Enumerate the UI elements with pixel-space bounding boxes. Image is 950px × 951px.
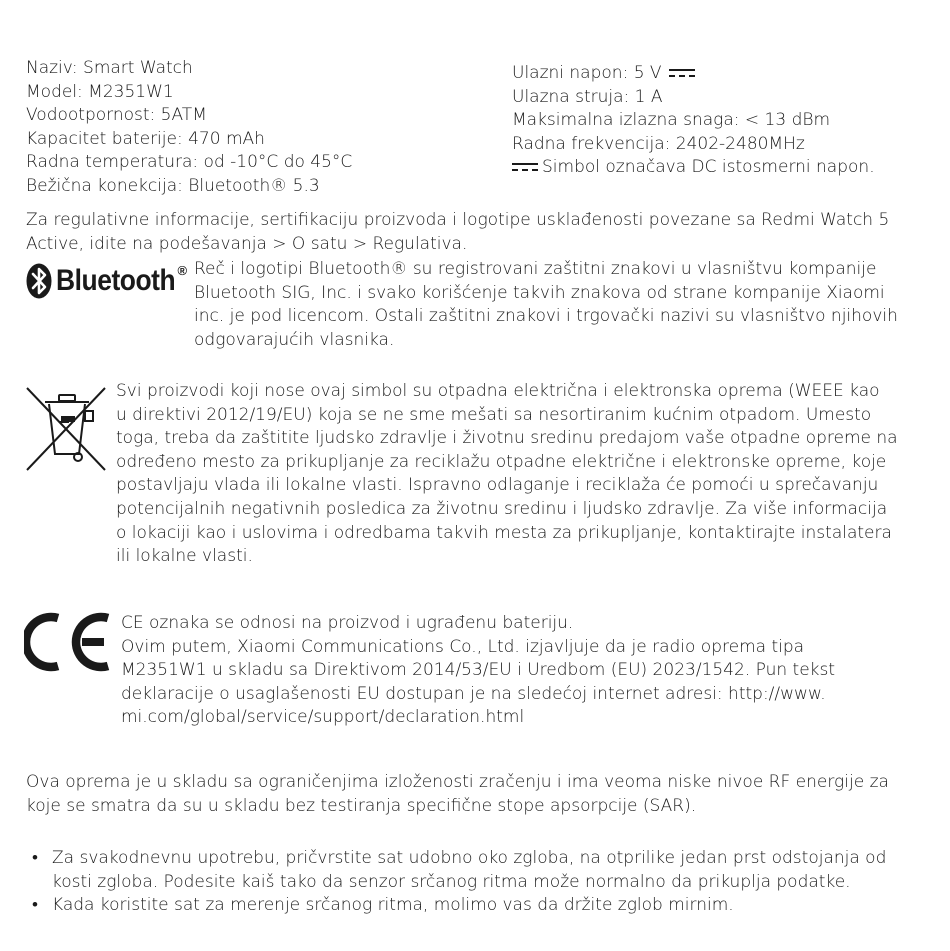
weee-line-3: toga, treba da zaštitite ljudsko zdravlje i životnu sredinu predajom vaše otpadne opreme na bbox=[116, 428, 898, 449]
ce-notice bbox=[121, 612, 835, 730]
bluetooth-line-2: Bluetooth SIG, Inc. i svako korišćenje takvih znakova od strane kompanije Xiaomi bbox=[194, 282, 885, 303]
ce-line-5: mi.com/global/service/support/declaration.html bbox=[121, 707, 525, 728]
spec-wireless: Bežična konekcija: Bluetooth® 5.3 bbox=[26, 175, 320, 196]
dc-symbol-icon bbox=[669, 68, 695, 78]
rf-line-2: koje se smatra da su u skladu bez testiranja specifične stope apsorpcije (SAR). bbox=[26, 795, 697, 816]
weee-line-8: ili lokalne vlasti. bbox=[116, 546, 253, 567]
spec-max-power: Maksimalna izlazna snaga: < 13 dBm bbox=[512, 110, 831, 131]
weee-line-1: Svi proizvodi koji nose ovaj simbol su otpadna električna i elektronska oprema (WEEE kao bbox=[116, 381, 880, 401]
spec-input-voltage: Ulazni napon: 5 V bbox=[512, 63, 662, 83]
bullet-icon: • bbox=[32, 848, 38, 868]
bullet-2-line-1: Kada koristite sat za merenje srčanog ritma, molimo vas da držite zglob mirnim. bbox=[52, 895, 734, 916]
bluetooth-logo-text: Bluetooth bbox=[56, 264, 176, 297]
list-item bbox=[26, 847, 886, 894]
bullet-1-line-2: kosti zgloba. Podesite kaiš tako da senzor srčanog ritma može normalno da prikuplja podatke. bbox=[52, 871, 851, 892]
bluetooth-line-1: Reč i logotipi Bluetooth® su registrovani zaštitni znakovi u vlasništvu kompanije bbox=[194, 259, 877, 279]
usage-bullets bbox=[26, 847, 886, 918]
bluetooth-line-3: inc. je pod licencom. Ostali zaštitni znakovi i trgovački nazivi su vlasništvo njihovih bbox=[194, 306, 898, 327]
specs-left bbox=[26, 57, 352, 199]
ce-line-1: CE oznaka se odnosi na proizvod i ugrađenu bateriju. bbox=[121, 613, 574, 633]
dc-note-text: Simbol označava DC istosmerni napon. bbox=[542, 157, 875, 178]
dc-symbol-icon bbox=[512, 162, 538, 172]
weee-line-2: u direktivi 2012/19/EU) koja se ne sme mešati sa nesortiranim kućnim otpadom. Umesto bbox=[116, 404, 872, 425]
regulatory-info bbox=[26, 209, 889, 256]
bluetooth-logo bbox=[26, 262, 187, 300]
spec-input-current: Ulazna struja: 1 A bbox=[512, 86, 663, 107]
spec-battery: Kapacitet baterije: 470 mAh bbox=[26, 128, 265, 149]
regulatory-line-2: Active, idite na podešavanja > O satu > Regulativa. bbox=[26, 233, 468, 254]
ce-line-2: Ovim putem, Xiaomi Communications Co., Ltd. izjavljuje da je radio oprema tipa bbox=[121, 636, 805, 657]
list-item bbox=[26, 894, 886, 918]
ce-line-4: deklaracije o usaglašenosti EU dostupan je na sledećoj internet adresi: http://www. bbox=[121, 683, 826, 704]
weee-line-7: o lokaciji kao i uslovima i odredbama takvih mesta za prikupljanje, kontaktirajte instalatera bbox=[116, 522, 892, 543]
spec-model: Model: M2351W1 bbox=[26, 81, 174, 102]
spec-temperature: Radna temperatura: od -10°C do 45°C bbox=[26, 152, 353, 173]
weee-line-6: potencijalnih negativnih posledica za životnu sredinu i ljudsko zdravlje. Za više informacija bbox=[116, 498, 888, 519]
weee-line-4: određeno mesto za prikupljanje za reciklažu otpadne električne i elektronske opreme, koje bbox=[116, 451, 887, 472]
spec-water-resistance: Vodootpornost: 5ATM bbox=[26, 105, 207, 126]
specs-right bbox=[512, 62, 875, 180]
bluetooth-line-4: odgovarajućih vlasnika. bbox=[194, 329, 395, 350]
rf-exposure-notice bbox=[26, 771, 889, 818]
ce-mark-icon bbox=[24, 612, 114, 672]
spec-input-voltage-row bbox=[512, 62, 875, 86]
weee-line-5: postavljaju vlada ili lokalne vlasti. Ispravno odlaganje i reciklaža će pomoći u sprečavanju bbox=[116, 475, 879, 496]
weee-crossed-bin-icon bbox=[25, 386, 107, 472]
spec-name: Naziv: Smart Watch bbox=[26, 58, 193, 78]
bluetooth-rune-icon bbox=[26, 263, 52, 299]
registered-mark: ® bbox=[177, 262, 188, 278]
spec-frequency: Radna frekvencija: 2402-2480MHz bbox=[512, 133, 805, 154]
rf-line-1: Ova oprema je u skladu sa ograničenjima izloženosti zračenju i ima veoma niske nivoe RF energije za bbox=[26, 772, 889, 792]
regulatory-line-1: Za regulativne informacije, sertifikaciju proizvoda i logotipe usklađenosti povezane sa Redmi Watch 5 bbox=[26, 210, 890, 230]
bullet-icon: • bbox=[32, 895, 38, 916]
bluetooth-notice bbox=[194, 258, 898, 352]
ce-line-3: M2351W1 u skladu sa Direktivom 2014/53/EU i Uredbom (EU) 2023/1542. Pun tekst bbox=[121, 660, 836, 681]
dc-note-row bbox=[512, 156, 875, 180]
weee-notice bbox=[116, 380, 898, 569]
bullet-1-line-1: Za svakodnevnu upotrebu, pričvrstite sat udobno oko zgloba, na otprilike jedan prst odstojanja od bbox=[52, 848, 887, 868]
